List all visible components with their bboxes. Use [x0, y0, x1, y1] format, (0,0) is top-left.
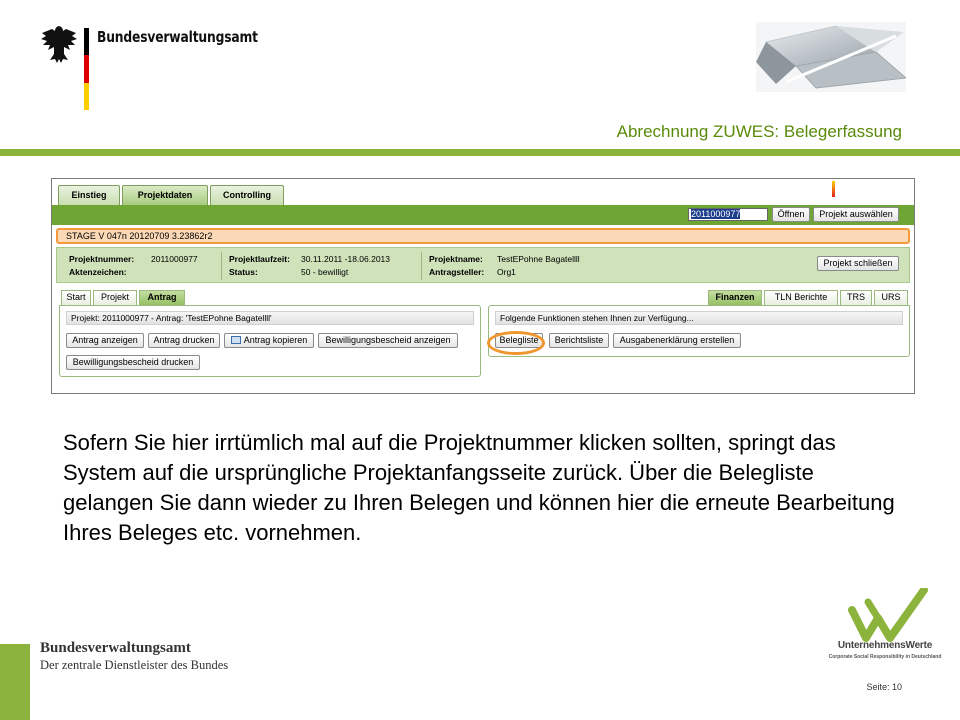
info-divider — [421, 252, 422, 280]
copy-icon — [231, 336, 241, 344]
antrag-drucken-button[interactable]: Antrag drucken — [148, 333, 220, 348]
title-divider — [0, 149, 960, 156]
tab-einstieg[interactable]: Einstieg — [58, 185, 120, 205]
page-number: Seite: 10 — [866, 682, 902, 692]
ausgabenerklaerung-button[interactable]: Ausgabenerklärung erstellen — [613, 333, 741, 348]
antrag-panel — [59, 305, 481, 377]
projektlaufzeit-label: Projektlaufzeit: — [229, 254, 290, 264]
status-label: Status: — [229, 267, 258, 277]
footer-accent-bar — [0, 644, 30, 720]
tab-antrag[interactable]: Antrag — [139, 290, 185, 305]
close-project-button[interactable]: Projekt schließen — [817, 256, 899, 271]
tab-start[interactable]: Start — [61, 290, 91, 305]
projektnummer-label: Projektnummer: — [69, 254, 135, 264]
federal-eagle-icon — [40, 22, 80, 70]
projektlaufzeit-value: 30.11.2011 -18.06.2013 — [301, 254, 391, 264]
tab-finanzen[interactable]: Finanzen — [708, 290, 762, 305]
status-value: 50 - bewilligt — [301, 267, 349, 277]
header-org-name: Bundesverwaltungsamt — [97, 28, 258, 46]
app-toolbar — [52, 205, 914, 225]
aktenzeichen-label: Aktenzeichen: — [69, 267, 127, 277]
status-marker — [832, 181, 835, 197]
main-tab-bar — [52, 179, 914, 205]
app-screenshot — [51, 178, 915, 394]
decorative-glass-image — [756, 22, 906, 92]
project-info-panel — [56, 247, 910, 283]
open-button[interactable]: Öffnen — [772, 207, 810, 222]
logo-tagline: Corporate Social Responsibility in Deutschland — [828, 654, 942, 660]
version-bar: STAGE V 047n 20120709 3.23862r2 — [56, 228, 910, 244]
antragsteller-label: Antragsteller: — [429, 267, 485, 277]
tab-tln-berichte[interactable]: TLN Berichte — [764, 290, 838, 305]
antrag-kopieren-label: Antrag kopieren — [243, 335, 308, 345]
tab-controlling[interactable]: Controlling — [210, 185, 284, 205]
select-project-button[interactable]: Projekt auswählen — [813, 207, 899, 222]
bewilligungsbescheid-anzeigen-button[interactable]: Bewilligungsbescheid anzeigen — [318, 333, 458, 348]
projektnummer-value: 2011000977 — [151, 254, 198, 264]
berichtsliste-button[interactable]: Berichtsliste — [549, 333, 609, 348]
german-flag-stripe — [84, 28, 89, 110]
tab-projekt[interactable]: Projekt — [93, 290, 137, 305]
info-divider — [221, 252, 222, 280]
finanzen-panel — [488, 305, 910, 357]
belegliste-highlight — [487, 331, 545, 355]
antrag-anzeigen-button[interactable]: Antrag anzeigen — [66, 333, 144, 348]
antragsteller-value: Org1 — [497, 267, 516, 277]
footer-org-subtitle: Der zentrale Dienstleister des Bundes — [40, 658, 229, 672]
tab-trs[interactable]: TRS — [840, 290, 872, 305]
explanation-text: Sofern Sie hier irrtümlich mal auf die Projektnummer klicken sollten, springt das System auf die ursprüngliche Projektanfangsseite zurück. Über die Belegliste gelangen Sie dann wieder zu Ihren Belegen und können hier die erneute Bearbeitung Ihres Beleges etc. vornehmen. — [63, 430, 895, 545]
bewilligungsbescheid-drucken-button[interactable]: Bewilligungsbescheid drucken — [66, 355, 200, 370]
project-number-input[interactable]: 2011000977 — [688, 208, 768, 221]
logo-name: UnternehmensWerte — [837, 640, 933, 651]
antrag-panel-header: Projekt: 2011000977 - Antrag: 'TestEPohne Bagatellll' — [66, 311, 474, 325]
projektname-label: Projektname: — [429, 254, 483, 264]
tab-projektdaten[interactable]: Projektdaten — [122, 185, 208, 205]
unternehmenswerte-logo-icon — [848, 588, 928, 642]
belegliste-button[interactable]: Belegliste — [495, 333, 543, 348]
projektname-value: TestEPohne Bagatellll — [497, 254, 580, 264]
tab-urs[interactable]: URS — [874, 290, 908, 305]
antrag-kopieren-button[interactable] — [224, 333, 314, 348]
footer-org-name: Bundesverwaltungsamt — [40, 640, 191, 656]
finanzen-panel-header: Folgende Funktionen stehen Ihnen zur Verfügung... — [495, 311, 903, 325]
slide-title: Abrechnung ZUWES: Belegerfassung — [616, 122, 902, 141]
